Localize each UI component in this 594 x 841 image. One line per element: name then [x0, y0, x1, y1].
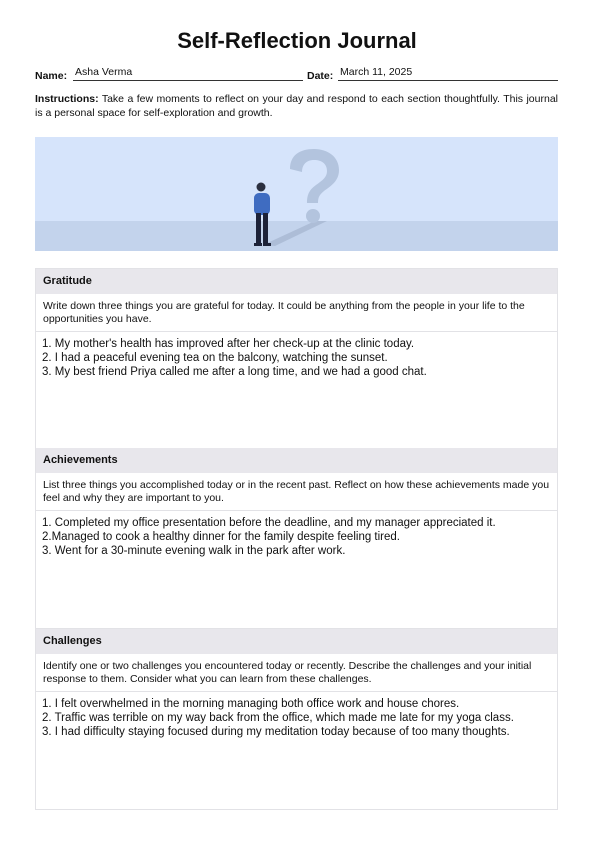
banner-floor: [35, 221, 558, 251]
entry-line: 1. Completed my office presentation before the deadline, and my manager appreciated it.: [42, 517, 496, 529]
section-prompt: List three things you accomplished today or in the recent past. Reflect on how these achievements made you feel and why they are important to you.: [36, 473, 557, 511]
page-title: Self-Reflection Journal: [177, 28, 417, 53]
section-entries[interactable]: [36, 332, 557, 384]
date-field[interactable]: March 11, 2025: [338, 66, 558, 81]
gratitude-section: [35, 268, 558, 449]
entry-line: 2. I had a peaceful evening tea on the balcony, watching the sunset.: [42, 352, 388, 364]
entry-line: 3. I had difficulty staying focused during my meditation today because of too many thoughts.: [42, 726, 510, 738]
instructions-text: Take a few moments to reflect on your day and respond to each section thoughtfully. This journal is a personal space for self-exploration and growth.: [35, 93, 558, 119]
reflection-banner: [35, 137, 558, 251]
meta-row: [35, 66, 558, 84]
section-heading: Achievements: [36, 448, 557, 473]
name-label: Name:: [35, 70, 68, 82]
name-field[interactable]: Asha Verma: [73, 66, 303, 81]
section-heading: Gratitude: [36, 269, 557, 294]
instructions-label: Instructions:: [35, 93, 99, 105]
challenges-section: [35, 629, 558, 810]
question-mark-person-illustration: [35, 137, 558, 251]
section-prompt: Write down three things you are grateful for today. It could be anything from the people in your life to the opportunities you have.: [36, 294, 557, 332]
section-heading: Challenges: [36, 629, 557, 654]
entry-line: 2.Managed to cook a healthy dinner for the family despite feeling tired.: [42, 531, 400, 543]
section-entries[interactable]: [36, 511, 557, 563]
instructions: [35, 92, 558, 120]
entry-line: 3. Went for a 30-minute evening walk in the park after work.: [42, 545, 346, 557]
entry-line: 3. My best friend Priya called me after a long time, and we had a good chat.: [42, 366, 427, 378]
achievements-section: [35, 448, 558, 629]
date-label: Date:: [307, 70, 334, 82]
banner-sky: [35, 137, 558, 221]
entry-line: 1. My mother's health has improved after her check-up at the clinic today.: [42, 338, 415, 350]
section-prompt: Identify one or two challenges you encountered today or recently. Describe the challenges and your initial response to them. Consider what you can learn from these challenges.: [36, 654, 557, 692]
entry-line: 2. Traffic was terrible on my way back from the office, which made me late for my yoga class.: [42, 712, 514, 724]
section-entries[interactable]: [36, 692, 557, 744]
entry-line: 1. I felt overwhelmed in the morning managing both office work and house chores.: [42, 698, 460, 710]
